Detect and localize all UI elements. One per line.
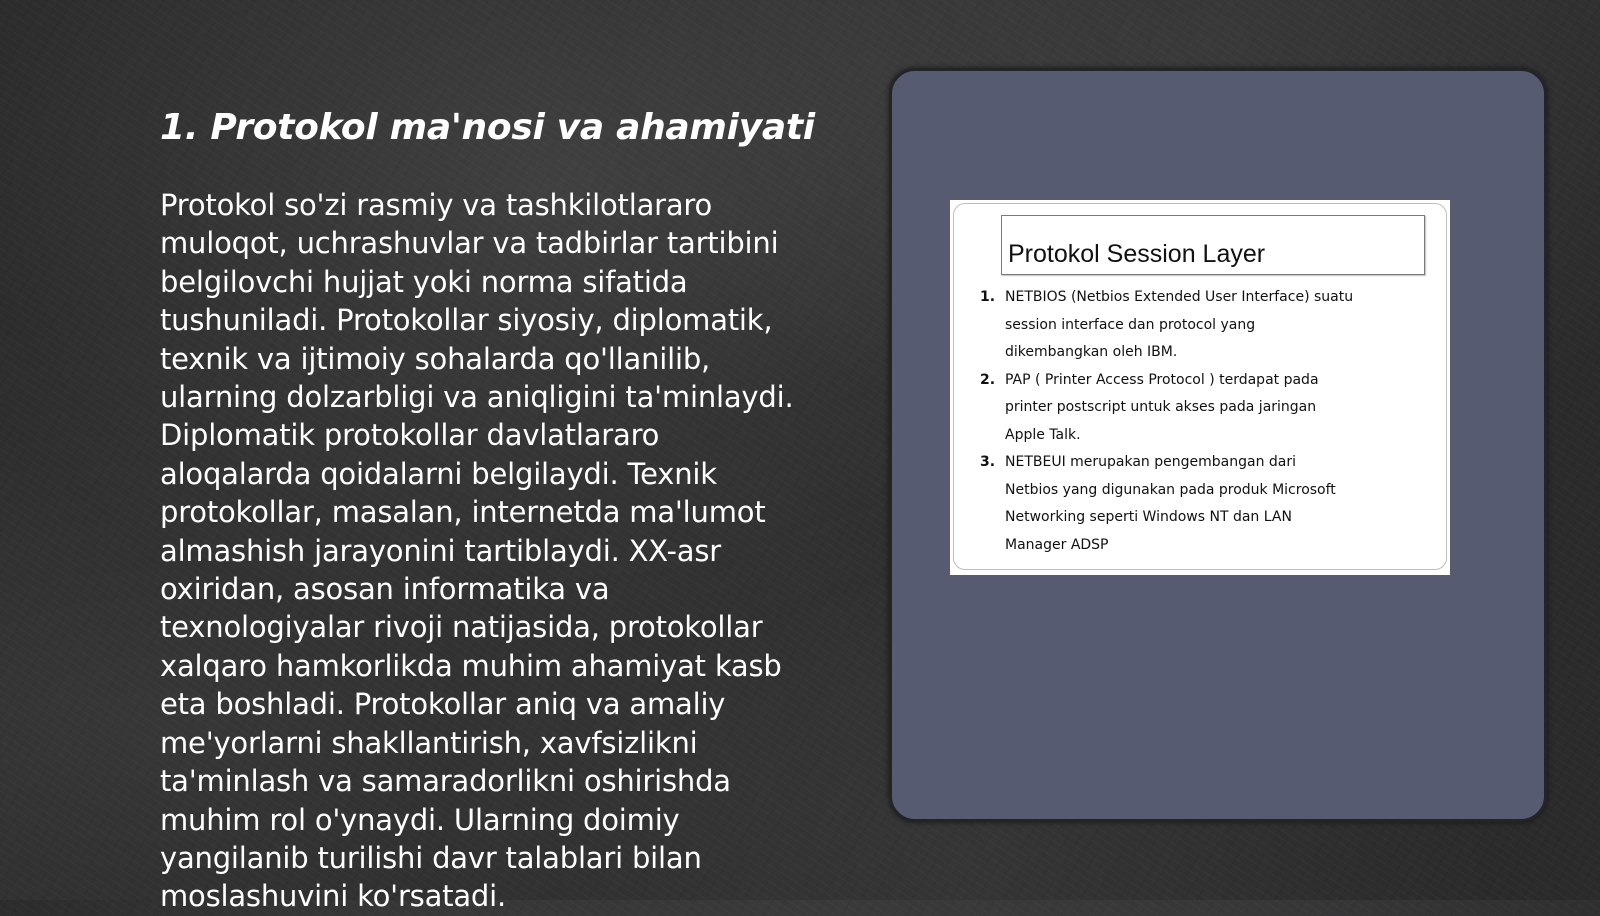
list-item	[980, 367, 1420, 450]
body-line: aloqalarda qoidalarni belgilaydi. Texnik	[160, 456, 717, 491]
body-line: ularning dolzarbligi va aniqligini ta'minlaydi.	[160, 380, 794, 415]
embedded-slide-list	[980, 284, 1420, 559]
list-item-line: Netbios yang digunakan pada produk Microsoft	[1005, 481, 1336, 498]
embedded-slide-image	[950, 200, 1450, 575]
body-line: me'yorlarni shakllantirish, xavfsizlikni	[160, 725, 698, 760]
list-item-line: NETBEUI merupakan pengembangan dari	[1005, 454, 1297, 470]
body-paragraph	[160, 186, 828, 916]
list-item-number: 2.	[980, 371, 996, 388]
body-line: ta'minlash va samaradorlikni oshirishda	[160, 764, 731, 799]
list-item-line: Networking seperti Windows NT dan LAN	[1005, 509, 1292, 525]
list-item-number: 3.	[980, 454, 996, 470]
body-line: moslashuvini ko'rsatadi.	[160, 879, 506, 914]
body-line: oxiridan, asosan informatika va	[160, 572, 610, 607]
body-line: muloqot, uchrashuvlar va tadbirlar tartibini	[160, 226, 779, 261]
list-item-line: PAP ( Printer Access Protocol ) terdapat pada	[1005, 371, 1319, 388]
body-line: texnologiyalar rivoji natijasida, protokollar	[160, 610, 763, 645]
body-line: texnik va ijtimoiy sohalarda qo'llanilib,	[160, 341, 711, 376]
list-item-line: dikembangkan oleh IBM.	[1005, 344, 1178, 360]
body-line: yangilanib turilishi davr talablari bilan	[160, 840, 702, 875]
list-item-number: 1.	[980, 289, 996, 305]
body-line: xalqaro hamkorlikda muhim ahamiyat kasb	[160, 648, 782, 683]
list-item-line: Manager ADSP	[1005, 536, 1109, 553]
body-line: Diplomatik protokollar davlatlararo	[160, 418, 660, 453]
body-line: almashish jarayonini tartiblaydi. XX-asr	[160, 533, 721, 568]
list-item-line: printer postscript untuk akses pada jaringan	[1005, 399, 1317, 415]
body-line: belgilovchi hujjat yoki norma sifatida	[160, 264, 688, 299]
embedded-slide-frame	[953, 203, 1447, 570]
body-line: muhim rol o'ynaydi. Ularning doimiy	[160, 802, 680, 837]
body-line: tushuniladi. Protokollar siyosiy, diplomatik,	[160, 303, 773, 338]
list-item-line: Apple Talk.	[1005, 426, 1081, 443]
embedded-slide-title: Protokol Session Layer	[1008, 240, 1266, 268]
body-line: Protokol so'zi rasmiy va tashkilotlararo	[160, 188, 713, 222]
list-item	[980, 284, 1420, 367]
list-item-line: NETBIOS (Netbios Extended User Interface) suatu	[1005, 289, 1354, 305]
body-line: protokollar, masalan, internetda ma'lumot	[160, 495, 766, 530]
list-item	[980, 449, 1420, 559]
body-line: eta boshladi. Protokollar aniq va amaliy	[160, 687, 726, 722]
slide-title: 1. Protokol ma'nosi va ahamiyati	[160, 107, 815, 148]
list-item-line: session interface dan protocol yang	[1005, 316, 1256, 333]
embedded-slide-title-box	[1001, 215, 1425, 275]
